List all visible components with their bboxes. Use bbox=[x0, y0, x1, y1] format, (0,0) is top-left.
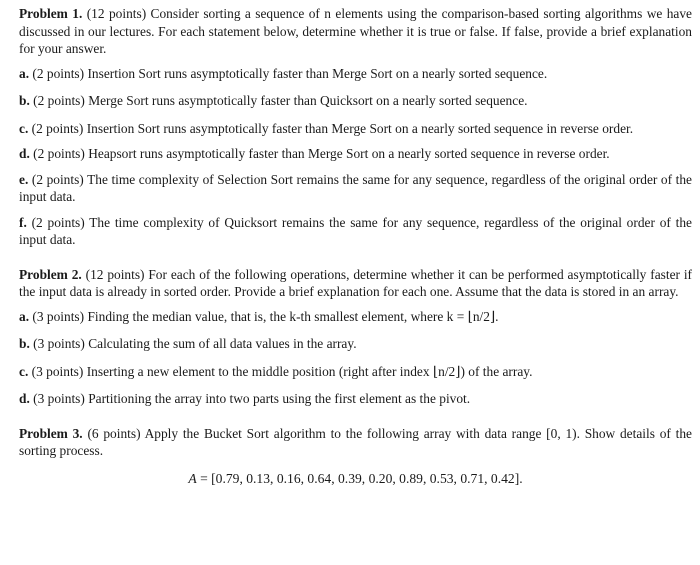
item-text: (3 points) Finding the median value, that is, the k-th smallest element, where k = ⌊n/2⌋. bbox=[32, 308, 499, 324]
problem-2-item-c bbox=[19, 363, 692, 381]
item-label: b. bbox=[19, 336, 30, 351]
array-formula bbox=[19, 470, 692, 488]
formula-rhs: = [0.79, 0.13, 0.16, 0.64, 0.39, 0.20, 0.89, 0.53, 0.71, 0.42]. bbox=[200, 470, 523, 486]
item-label: b. bbox=[19, 93, 30, 108]
problem-2-heading: Problem 2. bbox=[19, 266, 82, 282]
item-label: a. bbox=[19, 308, 30, 324]
item-label: e. bbox=[19, 171, 29, 187]
item-text: (3 points) Calculating the sum of all data values in the array. bbox=[33, 336, 357, 351]
problem-2-item-a bbox=[19, 308, 692, 326]
problem-1-intro bbox=[19, 5, 692, 58]
item-text: (2 points) The time complexity of Quicksort remains the same for any sequence, regardless of the original order of the input data. bbox=[19, 214, 692, 247]
problem-3-intro bbox=[19, 425, 692, 460]
problem-3-text: (6 points) Apply the Bucket Sort algorithm to the following array with data range [0, 1). Show details of the sorting process. bbox=[19, 425, 692, 458]
item-label: c. bbox=[19, 120, 29, 136]
item-label: d. bbox=[19, 391, 30, 406]
problem-2-intro bbox=[19, 266, 692, 301]
problem-3-heading: Problem 3. bbox=[19, 425, 83, 441]
item-text: (2 points) Insertion Sort runs asymptotically faster than Merge Sort on a nearly sorted sequence. bbox=[32, 65, 548, 81]
item-label: d. bbox=[19, 146, 30, 161]
problem-3 bbox=[19, 425, 692, 488]
problem-1-item-c bbox=[19, 120, 692, 138]
problem-1-item-a bbox=[19, 65, 692, 83]
item-text: (2 points) The time complexity of Selection Sort remains the same for any sequence, regardless of the original order of the input data. bbox=[19, 171, 692, 204]
problem-1 bbox=[19, 5, 692, 249]
problem-1-item-e bbox=[19, 171, 692, 206]
problem-2 bbox=[19, 266, 692, 408]
item-label: c. bbox=[19, 363, 29, 379]
item-text: (3 points) Inserting a new element to the middle position (right after index ⌊n/2⌋) of the array. bbox=[31, 363, 533, 379]
item-text: (2 points) Insertion Sort runs asymptotically faster than Merge Sort on a nearly sorted sequence in reverse order. bbox=[31, 120, 634, 136]
formula-lhs: A bbox=[188, 470, 197, 486]
problem-1-item-f bbox=[19, 214, 692, 249]
item-text: (3 points) Partitioning the array into two parts using the first element as the pivot. bbox=[33, 391, 471, 406]
item-label: f. bbox=[19, 214, 27, 230]
problem-2-item-b bbox=[19, 335, 692, 353]
problem-2-text: (12 points) For each of the following operations, determine whether it can be performed asymptotically faster if the input data is already in sorted order. Provide a brief explanation for each one. Assume that the data is stored in an array. bbox=[19, 266, 693, 299]
item-text: (2 points) Merge Sort runs asymptotically faster than Quicksort on a nearly sorted sequence. bbox=[33, 93, 528, 108]
problem-1-text: (12 points) Consider sorting a sequence of n elements using the comparison-based sorting algorithms we have discussed in our lectures. For each statement below, determine whether it is true or false. If false, provide a brief explanation for your answer. bbox=[19, 6, 692, 56]
item-label: a. bbox=[19, 65, 30, 81]
problem-1-heading: Problem 1. bbox=[19, 6, 83, 21]
problem-1-item-d bbox=[19, 145, 692, 163]
item-text: (2 points) Heapsort runs asymptotically faster than Merge Sort on a nearly sorted sequence in reverse order. bbox=[33, 146, 610, 161]
problem-2-item-d bbox=[19, 390, 692, 408]
problem-1-item-b bbox=[19, 92, 692, 110]
